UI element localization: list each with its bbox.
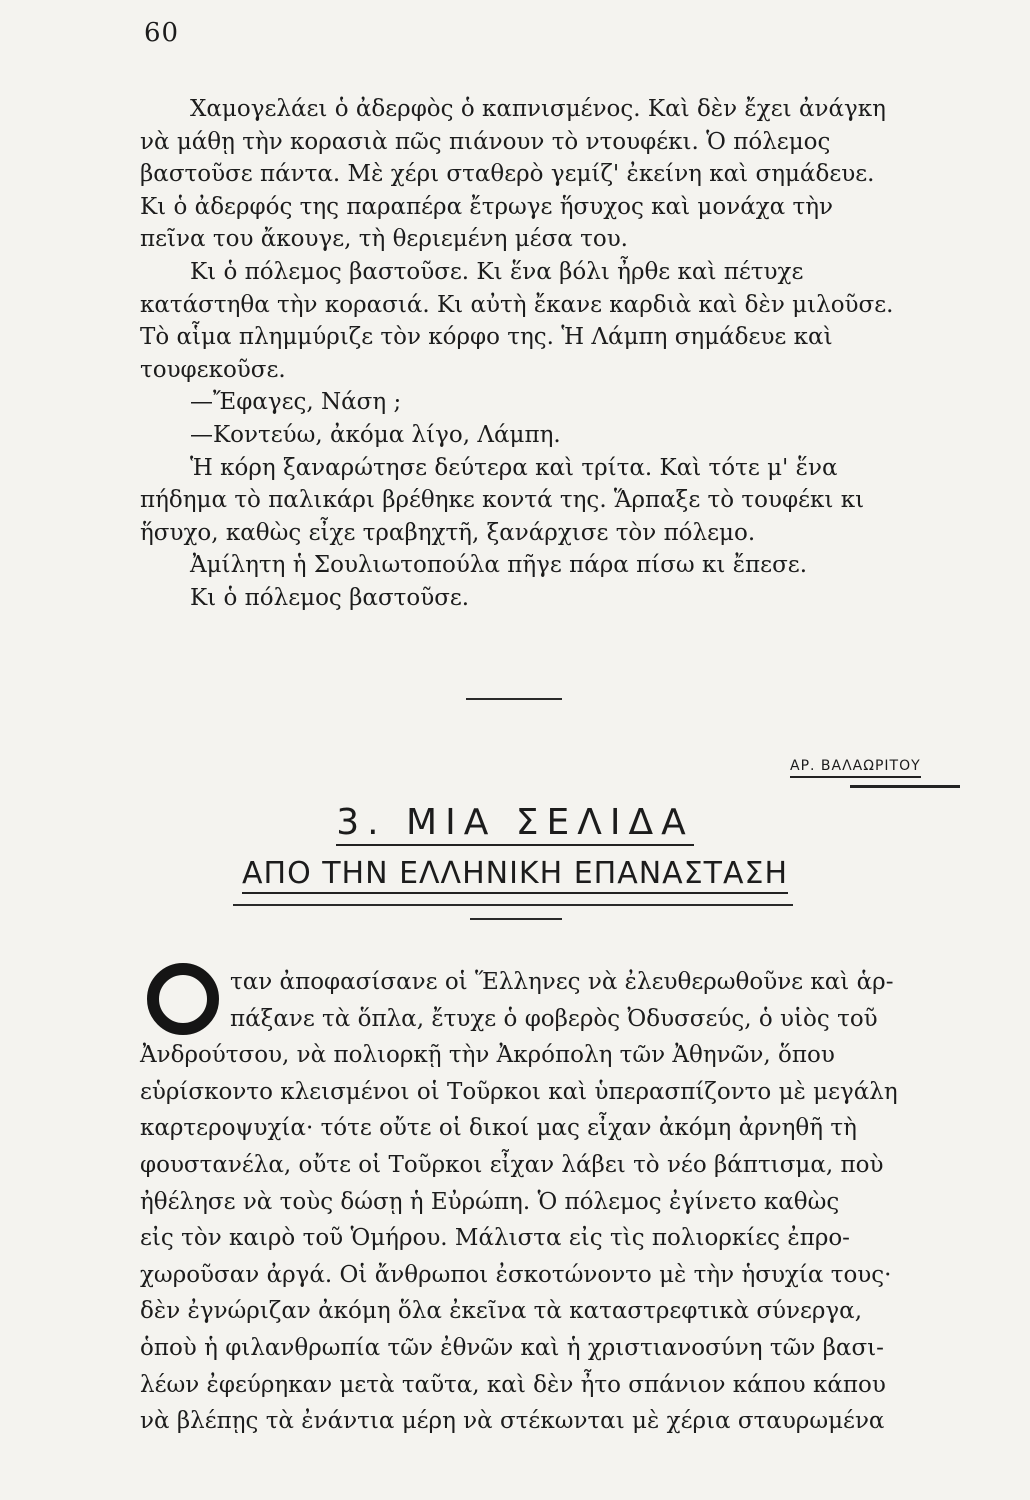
text-line: Ἀμίλητη ἡ Σουλιωτοπούλα πῆγε πάρα πίσω κι ἔπεσε. [190, 552, 808, 579]
divider-rule [466, 698, 562, 700]
page-number: 60 [144, 18, 180, 48]
author-underline [850, 785, 960, 788]
text-line: Κι ὁ πόλεμος βαστοῦσε. Κι ἕνα βόλι ἦρθε καὶ πέτυχε [190, 259, 804, 285]
chapter-title [0, 802, 1030, 843]
text-line: Κι ὁ πόλεμος βαστοῦσε. [190, 585, 470, 611]
chapter-title-text: 3. ΜΙΑ ΣΕΛΙΔΑ [336, 802, 694, 846]
text-line: Κι ὁ ἀδερφός της παραπέρα ἔτρωγε ἥσυχος καὶ μονάχα τὴν [140, 193, 833, 220]
text-line: πήδημα τὸ παλικάρι βρέθηκε κοντά της. Ἅρπαξε τὸ τουφέκι κι [140, 487, 865, 514]
text-line: νὰ μάθῃ τὴν κορασιὰ πῶς πιάνουν τὸ ντουφέκι. Ὁ πόλεμος [140, 128, 831, 155]
text-line: ὁποὺ ἡ φιλανθρωπία τῶν ἐθνῶν καὶ ἡ χριστιανοσύνη τῶν βασι- [140, 1335, 884, 1361]
text-line: πεῖνα του ἄκουγε, τὴ θεριεμένη μέσα του. [140, 226, 628, 253]
dropcap-o [146, 962, 220, 1036]
text-line: Τὸ αἷμα πλημμύριζε τὸν κόρφο της. Ἡ Λάμπη σημάδευε καὶ [140, 324, 833, 351]
text-line: τουφεκοῦσε. [140, 356, 286, 383]
text-line: καρτεροψυχία· τότε οὔτε οἱ δικοί μας εἶχαν ἀκόμη ἀρνηθῆ τὴ [140, 1115, 857, 1142]
text-line: —Ἔφαγες, Νάση ; [190, 389, 402, 416]
text-line: ταν ἀποφασίσανε οἱ Ἕλληνες νὰ ἐλευθερωθοῦνε καὶ ἁρ- [230, 969, 894, 995]
text-line: Ἡ κόρη ξαναρώτησε δεύτερα καὶ τρίτα. Καὶ τότε μ' ἕνα [190, 454, 838, 481]
text-line: ἠθέλησε νὰ τοὺς δώσῃ ἡ Εὐρώπη. Ὁ πόλεμος ἐγίνετο καθὼς [140, 1188, 840, 1215]
text-line: πάξανε τὰ ὅπλα, ἔτυχε ὁ φοβερὸς Ὀδυσσεύς, ὁ υἱὸς τοῦ [230, 1005, 878, 1032]
author-name: ΑΡ. ΒΑΛΑΩΡΙΤΟΥ [790, 758, 921, 778]
chapter-subtitle [0, 856, 1030, 891]
text-line: λέων ἐφεύρηκαν μετὰ ταῦτα, καὶ δὲν ἦτο σπάνιον κάπου κάπου [140, 1371, 886, 1398]
text-line: Χαμογελάει ὁ ἀδερφὸς ὁ καπνισμένος. Καὶ δὲν ἔχει ἀνάγκη [190, 96, 886, 122]
text-line: εὑρίσκοντο κλεισμένοι οἱ Τοῦρκοι καὶ ὑπερασπίζοντο μὲ μεγάλη [140, 1078, 898, 1105]
text-line: νὰ βλέπῃς τὰ ἐνάντια μέρη νὰ στέκωνται μὲ χέρια σταυρωμένα [140, 1408, 885, 1435]
text-line: Ἀνδρούτσου, νὰ πολιορκῇ τὴν Ἀκρόπολη τῶν Ἀθηνῶν, ὅπου [140, 1042, 835, 1069]
text-line: βαστοῦσε πάντα. Μὲ χέρι σταθερὸ γεμίζ' ἐκείνη καὶ σημάδευε. [140, 161, 875, 188]
text-line: —Κοντεύω, ἀκόμα λίγο, Λάμπη. [190, 422, 561, 448]
heading-underline [233, 904, 793, 906]
text-line: φουστανέλα, οὔτε οἱ Τοῦρκοι εἶχαν λάβει τὸ νέο βάπτισμα, ποὺ [140, 1152, 884, 1178]
heading-short-rule [470, 918, 562, 920]
dropcap-letter: Ο [182, 1007, 184, 1008]
text-line: χωροῦσαν ἀργά. Οἱ ἄνθρωποι ἐσκοτώνοντο μὲ τὴν ἡσυχία τους· [140, 1261, 892, 1288]
text-line: δὲν ἐγνώριζαν ἀκόμη ὅλα ἐκεῖνα τὰ καταστρεφτικὰ σύνεργα, [140, 1298, 863, 1325]
text-line: κατάστηθα τὴν κορασιά. Κι αὐτὴ ἔκανε καρδιὰ καὶ δὲν μιλοῦσε. [140, 291, 894, 318]
text-line: εἰς τὸν καιρὸ τοῦ Ὁμήρου. Μάλιστα εἰς τὶς πολιορκίες ἐπρο- [140, 1225, 850, 1252]
chapter-subtitle-text: ΑΠΟ ΤΗΝ ΕΛΛΗΝΙΚΗ ΕΠΑΝΑΣΤΑΣΗ [242, 856, 788, 894]
text-line: ἥσυχο, καθὼς εἶχε τραβηχτῆ, ξανάρχισε τὸν πόλεμο. [140, 519, 756, 546]
